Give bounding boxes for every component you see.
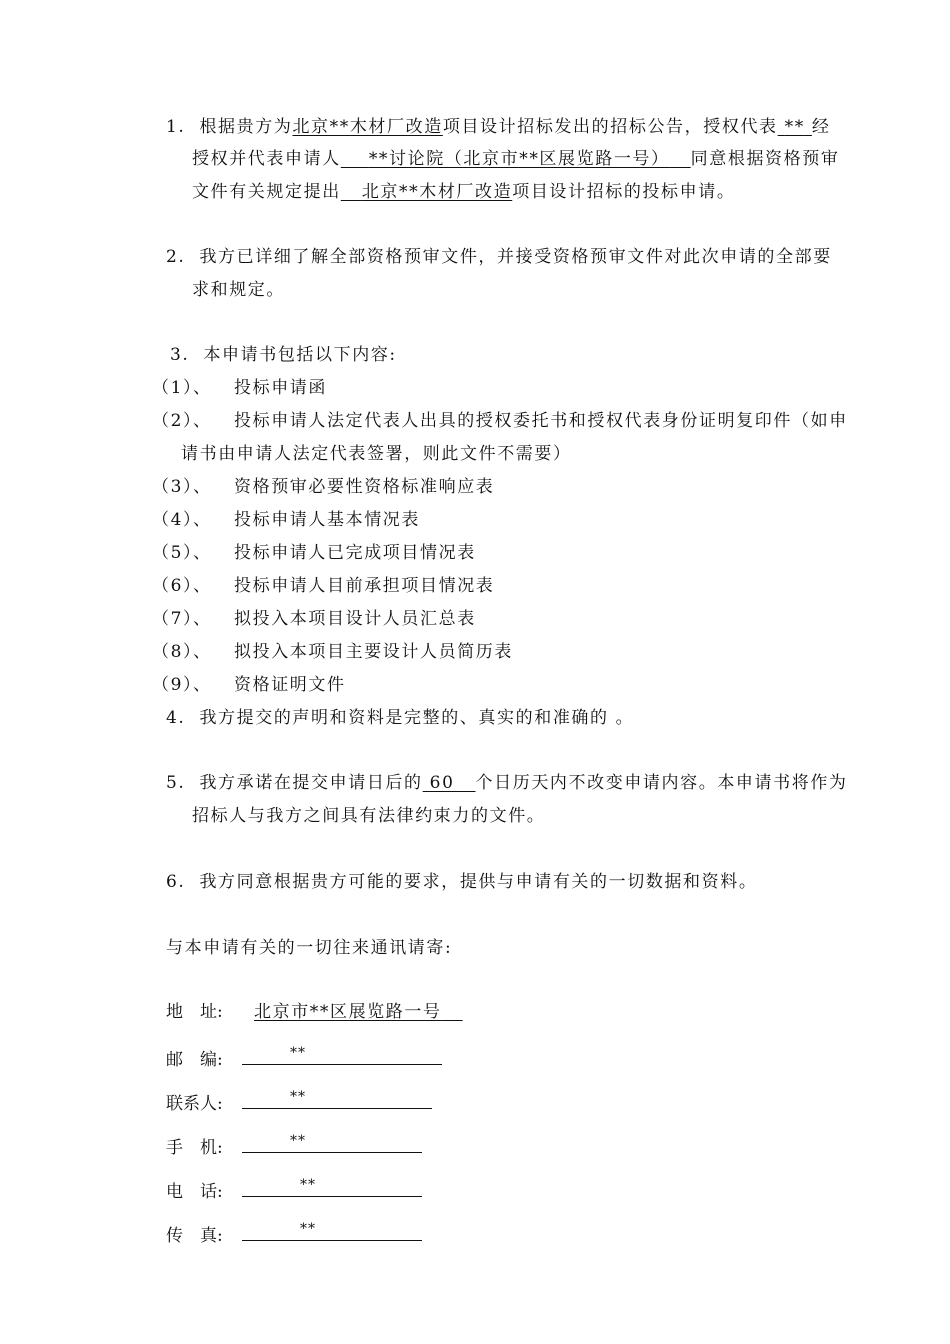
- applicant-value: **讨论院（北京市**区展览路一号）: [368, 149, 670, 169]
- field-label: 地 址:: [166, 1002, 223, 1022]
- contact-postcode: [166, 1044, 442, 1071]
- item-1-line-2: [192, 148, 839, 170]
- field-label: 邮 编:: [166, 1050, 223, 1070]
- days-value: 60: [429, 773, 455, 793]
- item-number: 2.: [166, 247, 186, 267]
- item-5-line-2: [192, 805, 545, 827]
- item-1-line-3: [192, 181, 735, 203]
- item-1-line-1: [166, 116, 831, 138]
- contact-person: [166, 1088, 432, 1115]
- contact-phone: [166, 1176, 422, 1203]
- item-3-title: [170, 344, 397, 366]
- list-number: （7）、: [152, 609, 212, 629]
- text: 本申请书包括以下内容:: [203, 345, 397, 365]
- list-item: [152, 476, 494, 498]
- text: 同意根据资格预审: [690, 149, 840, 169]
- list-text: 投标申请人目前承担项目情况表: [234, 576, 495, 596]
- text: 项目设计招标的投标申请。: [512, 182, 736, 202]
- item-number: 3.: [170, 345, 190, 365]
- list-item: [152, 674, 346, 696]
- item-6: [166, 871, 757, 893]
- text: 我方承诺在提交申请日后的: [199, 773, 423, 793]
- text: 招标人与我方之间具有法律约束力的文件。: [192, 806, 546, 826]
- field-label: 电 话:: [166, 1182, 223, 1202]
- list-text: 拟投入本项目主要设计人员简历表: [234, 642, 513, 662]
- contact-intro: [166, 937, 452, 959]
- phone-field: [242, 1176, 422, 1197]
- contact-fax: [166, 1220, 422, 1247]
- list-text: 投标申请人已完成项目情况表: [234, 543, 476, 563]
- list-item-continuation: [181, 443, 572, 465]
- list-item: [152, 410, 848, 432]
- text: 我方已详细了解全部资格预审文件，并接受资格预审文件对此次申请的全部要: [199, 247, 832, 267]
- value: **: [300, 1221, 316, 1237]
- mobile-field: [242, 1132, 422, 1153]
- list-item: [152, 509, 420, 531]
- text: 我方同意根据贵方可能的要求，提供与申请有关的一切数据和资料。: [199, 872, 758, 892]
- text: 项目设计招标发出的招标公告，授权代表: [442, 117, 778, 137]
- text: 与本申请有关的一切往来通讯请寄:: [166, 938, 453, 958]
- address-value: [254, 1002, 463, 1022]
- list-text: 拟投入本项目设计人员汇总表: [234, 609, 476, 629]
- project-name: 北京**木材厂改造: [292, 117, 443, 137]
- days-field: [423, 773, 476, 793]
- list-text: 资格预审必要性资格标准响应表: [234, 477, 495, 497]
- list-text: 投标申请函: [234, 378, 327, 398]
- value: **: [290, 1045, 306, 1061]
- item-number: 4.: [166, 708, 186, 728]
- field-label: 传 真:: [166, 1226, 223, 1246]
- list-number: （3）、: [152, 477, 212, 497]
- project-name: [341, 182, 512, 202]
- text: 我方提交的声明和资料是完整的、真实的和准确的 。: [199, 708, 635, 728]
- list-item: [152, 377, 327, 399]
- project-name-value: 北京**木材厂改造: [361, 182, 513, 202]
- list-number: （5）、: [152, 543, 212, 563]
- representative-value: **: [784, 117, 805, 137]
- representative: [778, 117, 812, 137]
- list-number: （2）、: [152, 411, 212, 431]
- text: 根据贵方为: [199, 117, 293, 137]
- contact-mobile: [166, 1132, 422, 1159]
- applicant: [341, 149, 691, 169]
- list-text: 投标申请人基本情况表: [234, 510, 420, 530]
- list-text: 资格证明文件: [234, 675, 346, 695]
- postcode-field: [242, 1044, 442, 1065]
- text: 经: [811, 117, 831, 137]
- field-label: 联系人:: [166, 1094, 223, 1114]
- item-number: 6.: [166, 872, 186, 892]
- item-4: [166, 707, 634, 729]
- value: **: [290, 1089, 306, 1105]
- list-item: [152, 641, 513, 663]
- item-number: 5.: [166, 773, 186, 793]
- list-item: [152, 542, 476, 564]
- text: 文件有关规定提出: [192, 182, 341, 202]
- list-text: 投标申请人法定代表人出具的授权委托书和授权代表身份证明复印件（如申: [234, 411, 848, 431]
- item-5-line-1: [166, 772, 848, 794]
- text: 求和规定。: [192, 280, 285, 300]
- field-label: 手 机:: [166, 1138, 223, 1158]
- list-item: [152, 608, 476, 630]
- list-number: （6）、: [152, 576, 212, 596]
- item-2-line-1: [166, 246, 832, 268]
- text: 授权并代表申请人: [192, 149, 341, 169]
- list-item: [152, 575, 494, 597]
- item-2-line-2: [192, 279, 285, 301]
- list-number: （1）、: [152, 378, 212, 398]
- list-text: 请书由申请人法定代表签署，则此文件不需要）: [181, 444, 572, 464]
- item-number: 1.: [166, 117, 186, 137]
- value: **: [300, 1177, 316, 1193]
- contact-address: [166, 1001, 463, 1023]
- list-number: （4）、: [152, 510, 212, 530]
- list-number: （9）、: [152, 675, 212, 695]
- value: **: [290, 1133, 306, 1149]
- list-number: （8）、: [152, 642, 212, 662]
- contact-person-field: [242, 1088, 432, 1109]
- value: 北京市**区展览路一号: [254, 1002, 442, 1022]
- text: 个日历天内不改变申请内容。本申请书将作为: [475, 773, 848, 793]
- fax-field: [242, 1220, 422, 1241]
